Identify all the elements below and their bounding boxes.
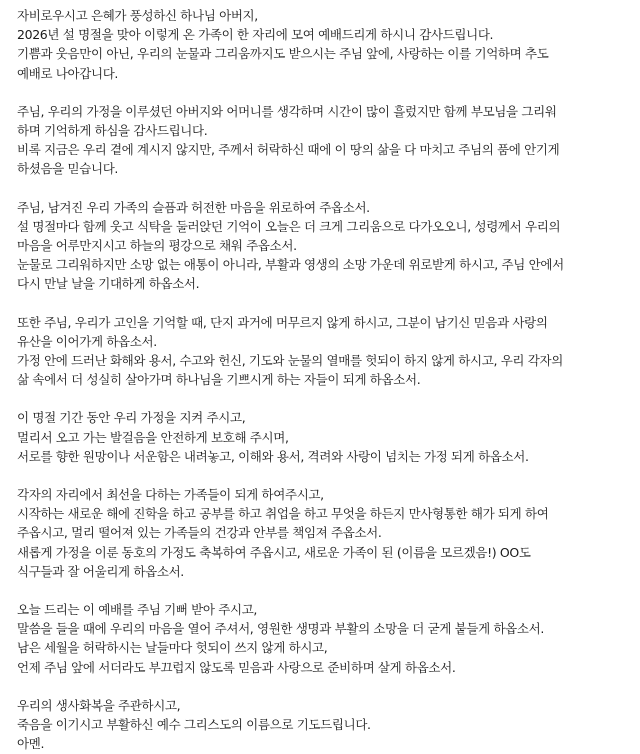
paragraph <box>17 408 630 466</box>
paragraph <box>17 6 630 83</box>
text-line: 멀리서 오고 가는 발걸음을 안전하게 보호해 주시며, <box>17 429 289 445</box>
text-line: 주님, 남겨진 우리 가족의 슬픔과 허전한 마음을 위로하여 주옵소서. <box>17 199 370 215</box>
text-line: 또한 주님, 우리가 고인을 기억할 때, 단지 과거에 머무르지 않게 하시고, 그분이 남기신 믿음과 사랑의 <box>17 314 548 330</box>
text-line: 유산을 이어가게 하옵소서. <box>17 333 157 349</box>
text-line: 오늘 드리는 이 예배를 주님 기뻐 받아 주시고, <box>17 602 258 618</box>
text-line: 2026년 설 명절을 맞아 이렇게 온 가족이 한 자리에 모여 예배드리게 하시니 감사드립니다. <box>17 27 494 43</box>
text-line: 삶 속에서 더 성실히 살아가며 하나님을 기쁘시게 하는 자들이 되게 하옵소서. <box>17 372 421 388</box>
paragraph <box>17 600 630 677</box>
text-line: 설 명절마다 함께 웃고 식탁을 둘러앉던 기억이 오늘은 더 크게 그리움으로 다가오오니, 성령께서 우리의 <box>17 218 561 234</box>
text-line: 식구들과 잘 어울리게 하옵소서. <box>17 563 184 579</box>
paragraph <box>17 485 630 581</box>
text-line: 기쁨과 웃음만이 아닌, 우리의 눈물과 그리움까지도 받으시는 주님 앞에, 사랑하는 이를 기억하며 추도 <box>17 46 549 62</box>
text-line: 우리의 생사화복을 주관하시고, <box>17 697 181 713</box>
text-line: 각자의 자리에서 최선을 다하는 가족들이 되게 하여주시고, <box>17 487 324 503</box>
text-line: 주님, 우리의 가정을 이루셨던 아버지와 어머니를 생각하며 시간이 많이 흘렀지만 함께 부모님을 그리워 <box>17 103 557 119</box>
text-line: 시작하는 새로운 해에 진학을 하고 공부를 하고 취업을 하고 무엇을 하든지 만사형통한 해가 되게 하여 <box>17 506 549 522</box>
text-line: 언제 주님 앞에 서더라도 부끄럽지 않도록 믿음과 사랑으로 준비하며 살게 하옵소서. <box>17 659 456 675</box>
text-line: 주옵시고, 멀리 떨어져 있는 가족들의 건강과 안부를 책임져 주옵소서. <box>17 525 382 541</box>
text-line: 죽음을 이기시고 부활하신 예수 그리스도의 이름으로 기도드립니다. <box>17 717 371 733</box>
text-line: 새롭게 가정을 이룬 동호의 가정도 축복하여 주옵시고, 새로운 가족이 된 (이름을 모르겠음!) OO도 <box>17 544 531 560</box>
text-line: 이 명절 기간 동안 우리 가정을 지켜 주시고, <box>17 410 246 426</box>
text-line: 비록 지금은 우리 곁에 계시지 않지만, 주께서 허락하신 때에 이 땅의 삶을 다 마치고 주님의 품에 안기게 <box>17 142 560 158</box>
paragraph <box>17 198 630 294</box>
text-line: 마음을 어루만지시고 하늘의 평강으로 채워 주옵소서. <box>17 238 297 254</box>
text-line: 자비로우시고 은혜가 풍성하신 하나님 아버지, <box>17 8 258 23</box>
text-line: 아멘. <box>17 736 45 752</box>
text-line: 눈물로 그리워하지만 소망 없는 애통이 아니라, 부활과 영생의 소망 가운데 위로받게 하시고, 주님 안에서 <box>17 257 564 273</box>
text-line: 다시 만날 날을 기대하게 하옵소서. <box>17 276 200 292</box>
paragraph <box>17 313 630 390</box>
text-line: 남은 세월을 허락하시는 날들마다 헛되이 쓰지 않게 하시고, <box>17 640 328 656</box>
text-line: 하며 기억하게 하심을 감사드립니다. <box>17 123 208 139</box>
text-line: 가정 안에 드러난 화해와 용서, 수고와 헌신, 기도와 눈물의 열매를 헛되이 하지 않게 하시고, 우리 각자의 <box>17 353 563 369</box>
paragraph <box>17 696 630 754</box>
text-line: 하셨음을 믿습니다. <box>17 161 119 177</box>
text-line: 서로를 향한 원망이나 서운함은 내려놓고, 이해와 용서, 격려와 사랑이 넘치는 가정 되게 하옵소서. <box>17 448 529 464</box>
text-line: 예배로 나아갑니다. <box>17 65 119 81</box>
paragraph <box>17 102 630 179</box>
text-line: 말씀을 들을 때에 우리의 마음을 열어 주셔서, 영원한 생명과 부활의 소망을 더 굳게 붙들게 하옵소서. <box>17 621 544 637</box>
